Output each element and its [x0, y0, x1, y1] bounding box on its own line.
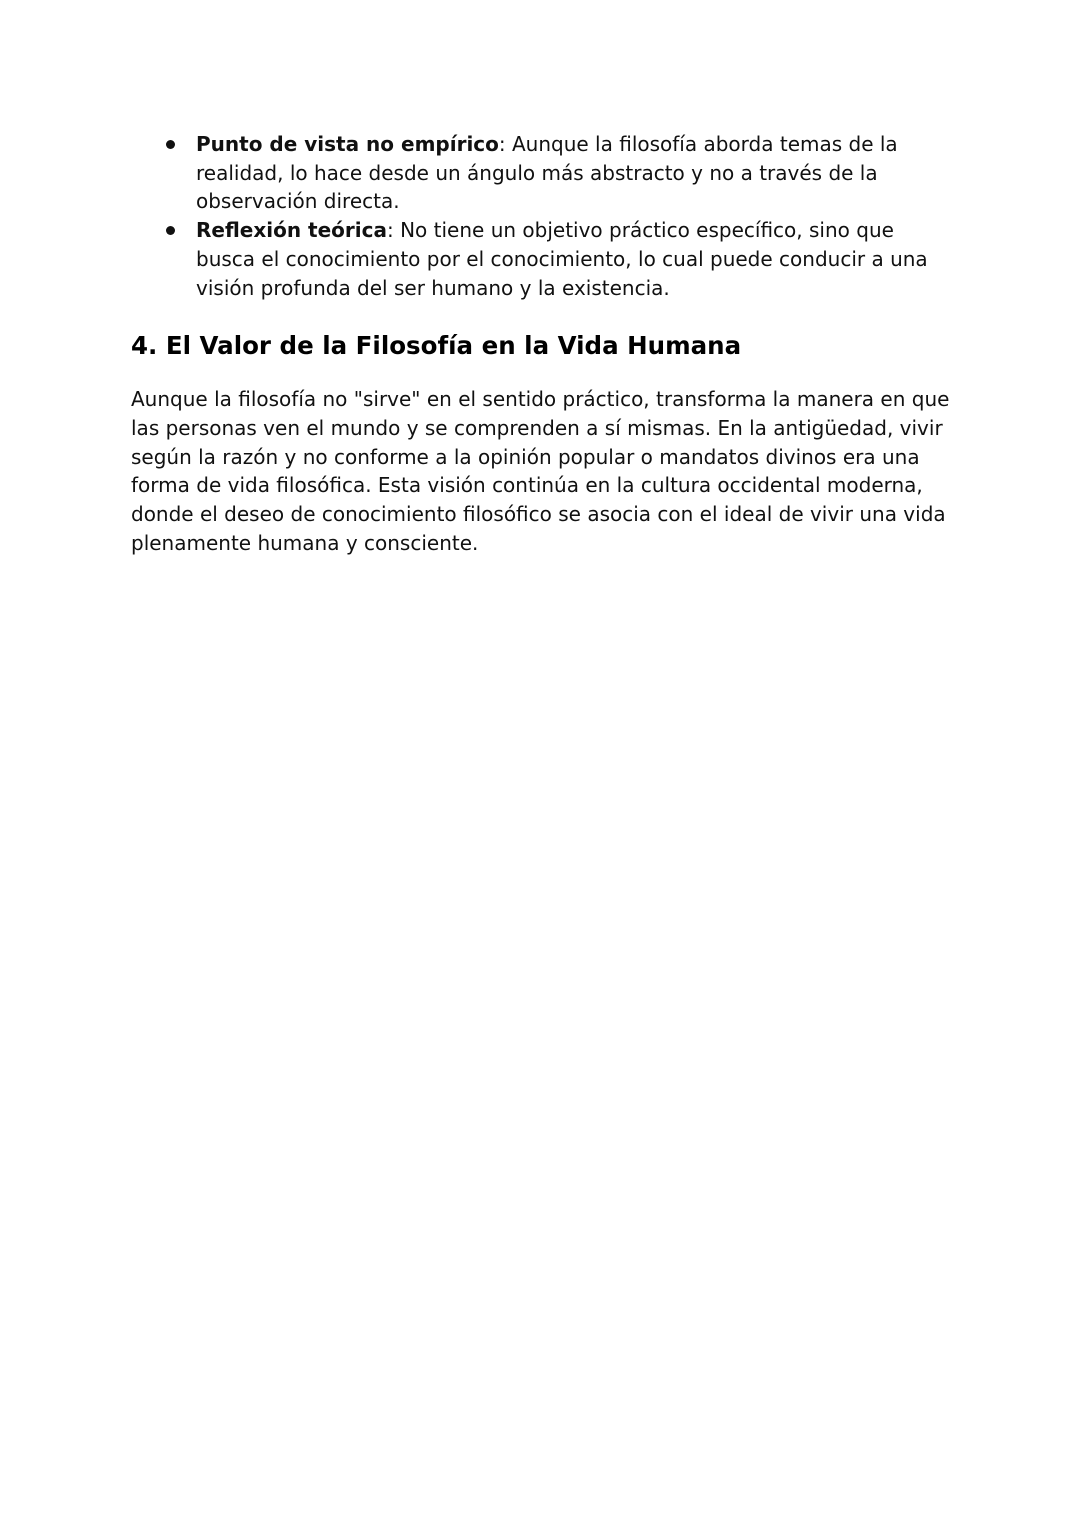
bullet-text: : Aunque la filosofía aborda temas de la realidad, lo hace desde un ángulo más abstracto y no a través de la observación directa. [196, 132, 898, 214]
section-paragraph: Aunque la filosofía no "sirve" en el sentido práctico, transforma la manera en que las personas ven el mundo y se comprenden a sí mismas. En la antigüedad, vivir según la razón y no conforme a la opinión popular o mandatos divinos era una forma de vida filosófica. Esta visión continúa en la cultura occidental moderna, donde el deseo de conocimiento filosófico se asocia con el ideal de vivir una vida plenamente humana y consciente. [131, 387, 950, 555]
section-heading: 4. El Valor de la Filosofía en la Vida Humana [131, 331, 742, 361]
bullet-dot-icon [166, 140, 175, 149]
bullet-list [131, 130, 951, 302]
bullet-term: Reflexión teórica [196, 218, 387, 243]
document-content [131, 130, 951, 557]
bullet-item-reflexion [131, 216, 951, 302]
bullet-text: : No tiene un objetivo práctico específico, sino que busca el conocimiento por el conocimiento, lo cual puede conducir a una visión profunda del ser humano y la existencia. [196, 218, 928, 300]
bullet-term: Punto de vista no empírico [196, 132, 499, 156]
bullet-item-empirico [131, 130, 951, 216]
bullet-dot-icon [166, 226, 175, 235]
